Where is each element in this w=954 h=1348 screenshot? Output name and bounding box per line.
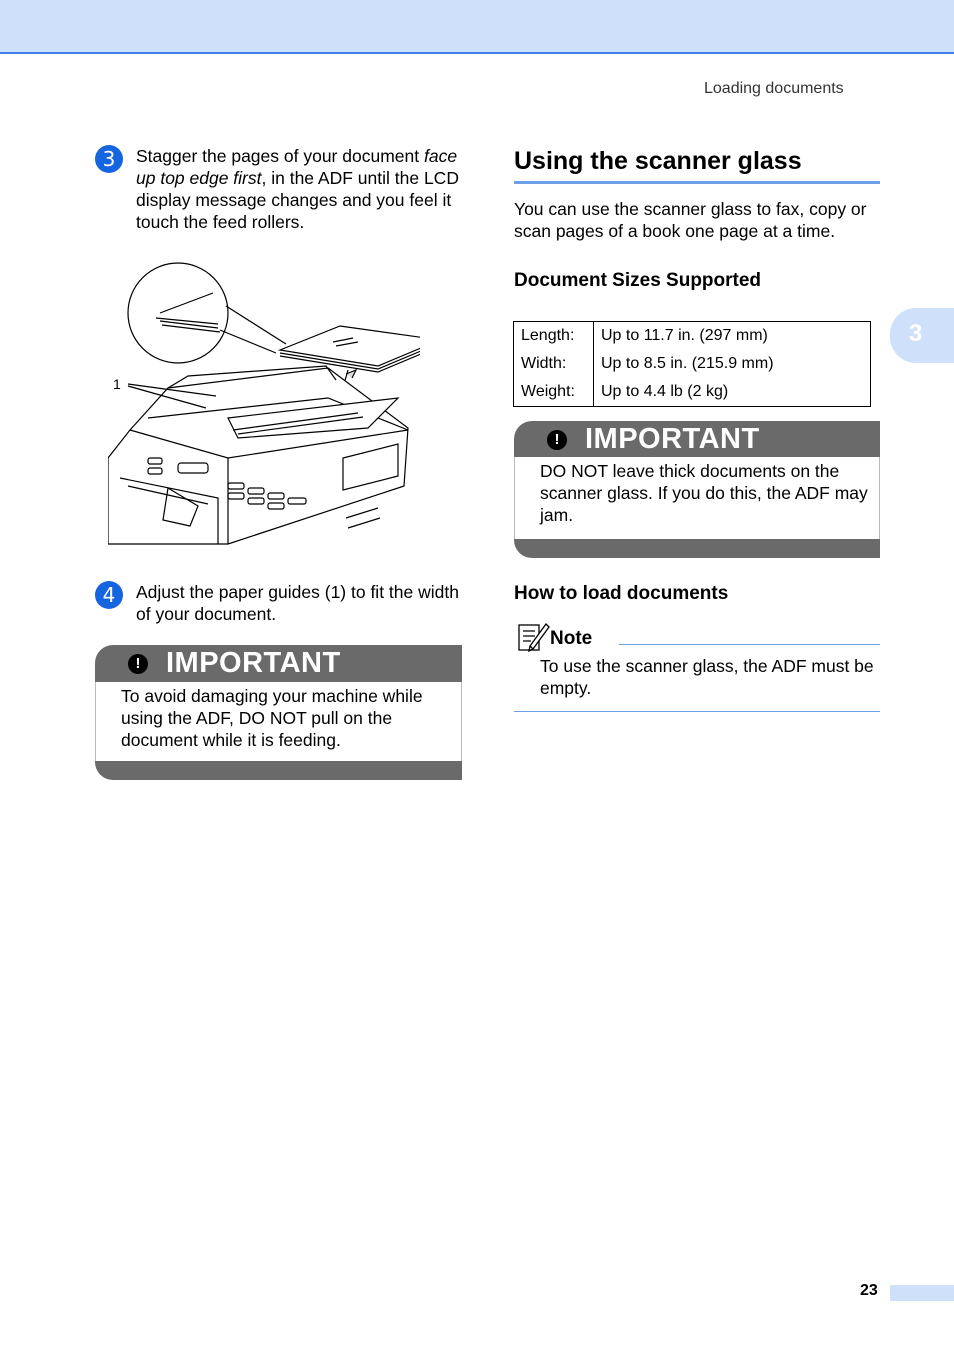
note-text: To use the scanner glass, the ADF must be empty. [514, 654, 880, 712]
note-pencil-icon [516, 620, 550, 654]
document-sizes-table [513, 321, 871, 407]
important-box-adf [95, 645, 462, 780]
chapter-tab: 3 [890, 308, 954, 363]
row-value: Up to 8.5 in. (215.9 mm) [601, 355, 774, 372]
top-banner [0, 0, 954, 54]
step-4-text: Adjust the paper guides (1) to fit the width of your document. [136, 582, 459, 624]
table-row [514, 378, 871, 407]
running-header: Loading documents [704, 80, 844, 97]
load-heading: How to load documents [514, 583, 729, 604]
important-header [514, 421, 880, 457]
adf-loading-illustration [108, 258, 420, 550]
row-label: Weight: [514, 378, 594, 407]
row-label: Width: [514, 350, 594, 378]
row-label: Length: [514, 322, 594, 351]
sizes-heading: Document Sizes Supported [514, 270, 762, 291]
row-value: Up to 11.7 in. (297 mm) [601, 327, 768, 344]
intro-paragraph: You can use the scanner glass to fax, copy or scan pages of a book one page at a time. [514, 199, 867, 241]
important-footer-bar [514, 539, 880, 558]
callout-number: 1 [113, 376, 121, 392]
footer-bar [890, 1285, 954, 1301]
step-number-4: 4 [95, 581, 123, 609]
important-text: DO NOT leave thick documents on the scanner glass. If you do this, the ADF may jam. [514, 457, 880, 539]
step-3-emphasis: face up top edge first [136, 146, 458, 188]
printer-illustration [108, 258, 420, 550]
important-box-glass [514, 421, 880, 558]
warning-icon: ! [547, 430, 567, 450]
note-divider [619, 644, 880, 645]
row-value: Up to 4.4 lb (2 kg) [601, 383, 729, 400]
important-title: IMPORTANT [166, 647, 341, 679]
page-number: 23 [860, 1282, 878, 1299]
important-header [95, 645, 462, 682]
section-heading: Using the scanner glass [514, 147, 880, 184]
step-number-3: 3 [95, 145, 123, 173]
table-row [514, 322, 871, 351]
important-footer-bar [95, 761, 462, 780]
important-title: IMPORTANT [585, 423, 760, 455]
note-title: Note [550, 628, 593, 649]
important-text: To avoid damaging your machine while using the ADF, DO NOT pull on the document while it is feeding. [95, 682, 462, 761]
step-3-text: Stagger the pages of your document face up top edge first, in the ADF until the LCD display message changes and you feel it touch the feed rollers. [136, 146, 459, 232]
warning-icon: ! [128, 654, 148, 674]
note-box [514, 620, 880, 712]
table-row [514, 350, 871, 378]
note-header [514, 620, 880, 654]
